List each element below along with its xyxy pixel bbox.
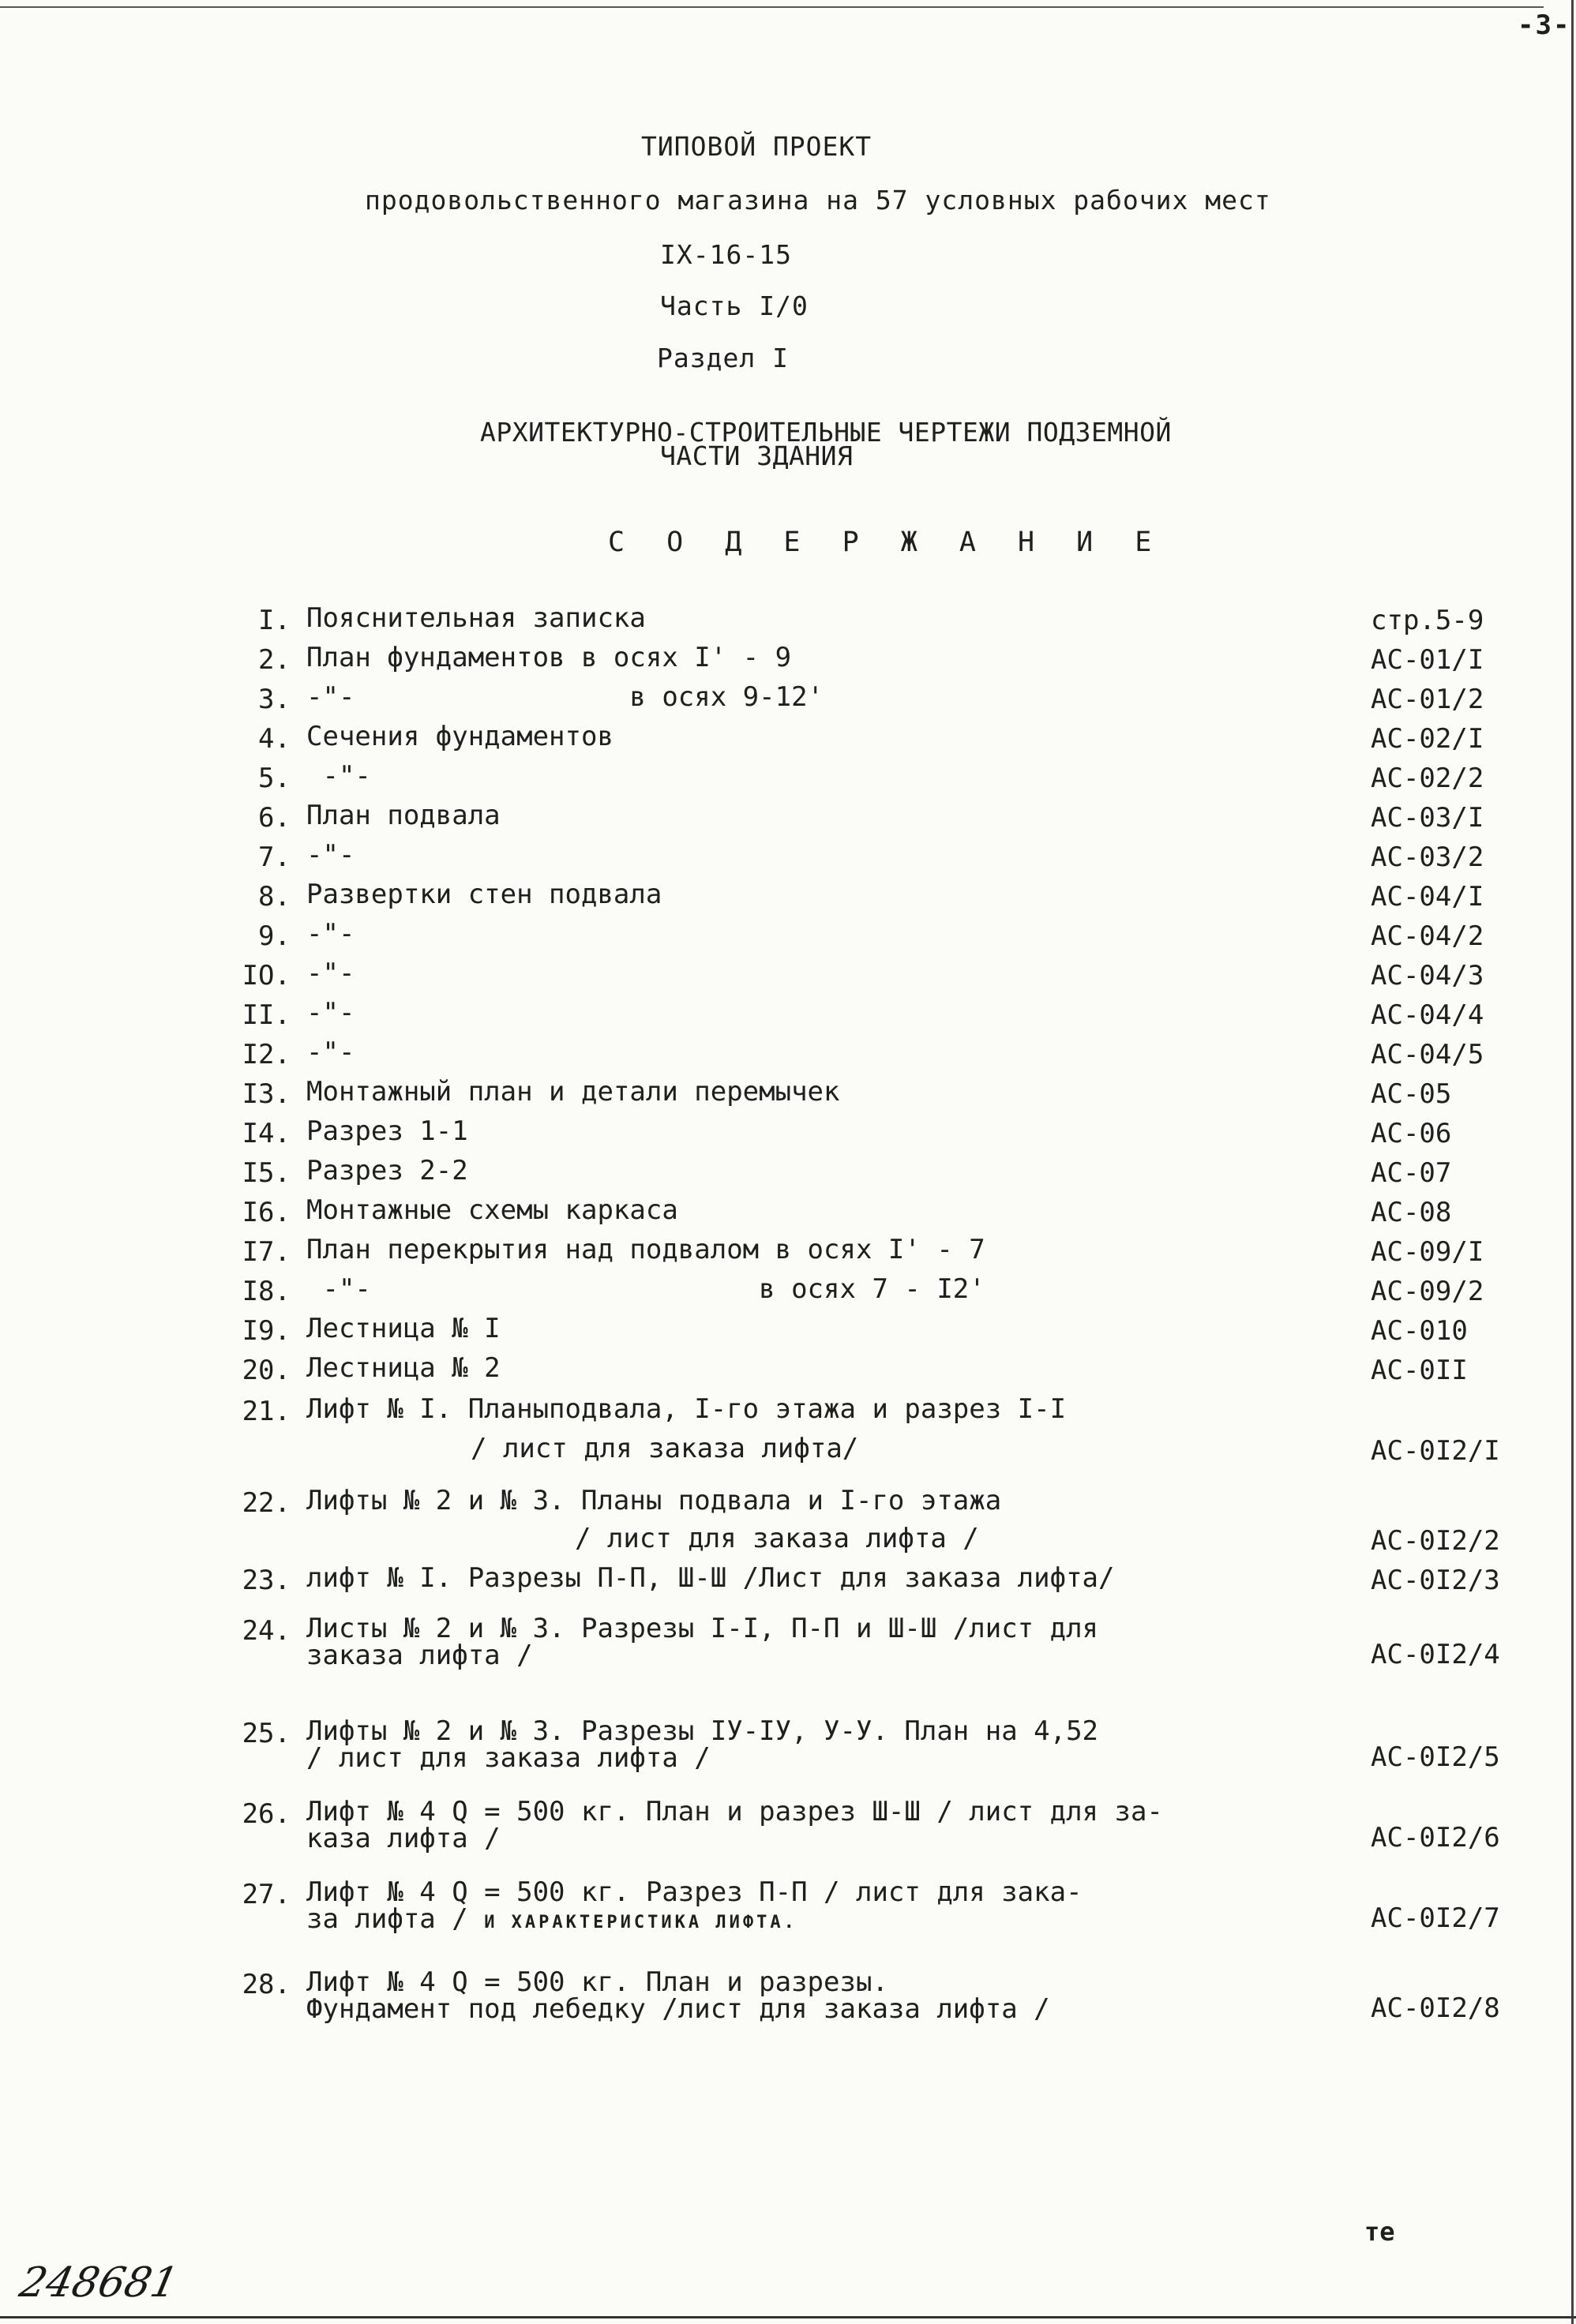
toc-num: 6. <box>258 802 291 834</box>
toc-text <box>306 1715 1214 1774</box>
archive-number: 248681 <box>15 2259 182 2307</box>
toc-text-line1: Листы № 2 и № 3. Разрезы I-I, П-П и Ш-Ш /лист для <box>306 1613 1099 1644</box>
toc-num: 25. <box>242 1718 291 1749</box>
toc-text: -"- <box>306 760 371 792</box>
toc-num: 2. <box>258 644 291 676</box>
toc-text-line2: каза лифта / <box>306 1823 501 1854</box>
toc-num: I2. <box>242 1039 291 1070</box>
toc-text: Развертки стен подвала <box>306 879 662 910</box>
toc-num: 21. <box>242 1396 291 1427</box>
toc-text: Монтажный план и детали перемычек <box>306 1076 840 1108</box>
toc-code: АС-09/I <box>1371 1236 1484 1268</box>
toc-text-line1: Лифты № 2 и № 3. Планы подвала и I-го этажа <box>306 1485 1002 1516</box>
toc-code: АС-0I2/7 <box>1371 1902 1500 1934</box>
toc-text <box>306 1615 1214 1669</box>
project-description: продовольственного магазина на 57 условных рабочих мест <box>365 185 1271 216</box>
toc-code: стр.5-9 <box>1371 605 1484 636</box>
toc-num: I7. <box>242 1236 291 1268</box>
toc-code: АС-0I2/6 <box>1371 1822 1500 1854</box>
toc-code: АС-06 <box>1371 1118 1452 1149</box>
project-type-heading: ТИПОВОЙ ПРОЕКТ <box>641 131 872 162</box>
toc-text: План фундаментов в осях I' - 9 <box>306 642 792 673</box>
toc-text: -"- <box>306 1036 355 1068</box>
toc-text: Пояснительная записка <box>306 602 646 634</box>
toc-num: 23. <box>242 1565 291 1596</box>
toc-num: I3. <box>242 1078 291 1110</box>
project-code: IX-16-15 <box>660 239 792 270</box>
toc-num: I6. <box>242 1197 291 1228</box>
toc-code: АС-0I2/3 <box>1371 1565 1500 1596</box>
toc-code: АС-02/I <box>1371 723 1484 755</box>
footer-mark: те <box>1364 2217 1395 2247</box>
toc-text-line1: Лифт № I. Планыподвала, I-го этажа и разрез I-I <box>306 1393 1067 1425</box>
toc-code: АС-04/I <box>1371 881 1484 913</box>
project-section: Раздел I <box>657 343 789 373</box>
toc-text: Разрез 1-1 <box>306 1115 468 1147</box>
toc-code: АС-01/2 <box>1371 684 1484 715</box>
toc-num: II. <box>242 999 291 1031</box>
toc-num: 24. <box>242 1615 291 1647</box>
toc-num: 28. <box>242 1969 291 2000</box>
toc-text-line2: заказа лифта / <box>306 1640 533 1671</box>
toc-text-line1: Лифт № 4 Q = 500 кг. План и разрез Ш-Ш / лист для за- <box>306 1796 1163 1827</box>
toc-num: 7. <box>258 842 291 873</box>
toc-text: План перекрытия над подвалом в осях I' - 7 <box>306 1234 985 1265</box>
toc-text <box>306 1393 1214 1464</box>
toc-code: АС-0I2/I <box>1371 1435 1500 1467</box>
toc-code: АС-05 <box>1371 1078 1452 1110</box>
toc-text-line2-note: И ХАРАКТЕРИСТИКА ЛИФТА. <box>484 1913 797 1932</box>
toc-text-line1: Лифт № 4 Q = 500 кг. План и разрезы. <box>306 1966 888 1998</box>
toc-num: 26. <box>242 1798 291 1830</box>
toc-text: Лестница № 2 <box>306 1352 501 1384</box>
toc-text <box>306 1876 1214 1936</box>
toc-code: АС-04/2 <box>1371 920 1484 952</box>
toc-text <box>306 1487 1214 1552</box>
toc-code: АС-0I2/5 <box>1371 1741 1500 1773</box>
project-part: Часть I/0 <box>660 290 809 321</box>
toc-code: АС-03/I <box>1371 802 1484 834</box>
toc-text: -"- <box>306 839 355 871</box>
toc-code: АС-04/5 <box>1371 1039 1484 1070</box>
toc-num: I5. <box>242 1157 291 1189</box>
toc-text: -"- <box>306 997 355 1029</box>
toc-text: -"- <box>306 958 355 989</box>
toc-num: IO. <box>242 960 291 991</box>
page-number: -3- <box>1518 9 1571 41</box>
toc-code: АС-0I2/4 <box>1371 1639 1500 1670</box>
toc-code: АС-04/4 <box>1371 999 1484 1031</box>
section-title-line1: АРХИТЕКТУРНО-СТРОИТЕЛЬНЫЕ ЧЕРТЕЖИ ПОДЗЕМНОЙ <box>480 417 1172 448</box>
toc-text-line2 <box>306 1903 1214 1936</box>
toc-num: 5. <box>258 763 291 794</box>
toc-code: АС-03/2 <box>1371 842 1484 873</box>
toc-code: АС-0I2/2 <box>1371 1525 1500 1557</box>
toc-num: 22. <box>242 1487 291 1519</box>
toc-code: АС-04/3 <box>1371 960 1484 991</box>
toc-num: I. <box>258 605 291 636</box>
toc-text-line2: Фундамент под лебедку /лист для заказа лифта / <box>306 1993 1050 2025</box>
toc-text-line2: / лист для заказа лифта / <box>575 1523 979 1554</box>
toc-text: План подвала <box>306 800 501 831</box>
toc-code: АС-010 <box>1371 1315 1468 1347</box>
contents-heading: С О Д Е Р Ж А Н И Е <box>608 527 1165 558</box>
toc-num: 9. <box>258 920 291 952</box>
toc-code: АС-02/2 <box>1371 763 1484 794</box>
toc-text: Лестница № I <box>306 1313 501 1344</box>
toc-text: Разрез 2-2 <box>306 1155 468 1186</box>
toc-code: АС-0I2/8 <box>1371 1992 1500 2024</box>
toc-num: 27. <box>242 1879 291 1910</box>
toc-text: Сечения фундаментов <box>306 721 614 752</box>
toc-text-line2: / лист для заказа лифта/ <box>471 1433 859 1464</box>
toc-text-line1: Лифт № 4 Q = 500 кг. Разрез П-П / лист для зака- <box>306 1876 1083 1908</box>
toc-text-line2-main: за лифта / <box>306 1903 468 1935</box>
toc-text <box>306 1966 1214 2025</box>
toc-code: АС-07 <box>1371 1157 1452 1189</box>
toc-text <box>306 1798 1214 1852</box>
toc-num: 8. <box>258 881 291 913</box>
toc-code: АС-0II <box>1371 1355 1468 1386</box>
toc-text-line2: / лист для заказа лифта / <box>306 1742 711 1774</box>
toc-num: 4. <box>258 723 291 755</box>
toc-num: I9. <box>242 1315 291 1347</box>
toc-num: I4. <box>242 1118 291 1149</box>
toc-text: -"- <box>306 918 355 950</box>
toc-code: АС-09/2 <box>1371 1276 1484 1307</box>
toc-num: I8. <box>242 1276 291 1307</box>
toc-text: -"- в осях 9-12' <box>306 681 824 713</box>
toc-text: -"- в осях 7 - I2' <box>306 1273 985 1305</box>
toc-text: Монтажные схемы каркаса <box>306 1194 678 1226</box>
toc-text: лифт № I. Разрезы П-П, Ш-Ш /Лист для заказа лифта/ <box>306 1562 1115 1594</box>
toc-code: АС-01/I <box>1371 644 1484 676</box>
section-title-line2: ЧАСТИ ЗДАНИЯ <box>660 440 854 471</box>
toc-num: 20. <box>242 1355 291 1386</box>
toc-text-line1: Лифты № 2 и № 3. Разрезы IУ-IУ, У-У. План на 4,52 <box>306 1715 1099 1747</box>
toc-code: АС-08 <box>1371 1197 1452 1228</box>
page-border-bottom <box>0 2316 1576 2318</box>
toc-num: 3. <box>258 684 291 715</box>
